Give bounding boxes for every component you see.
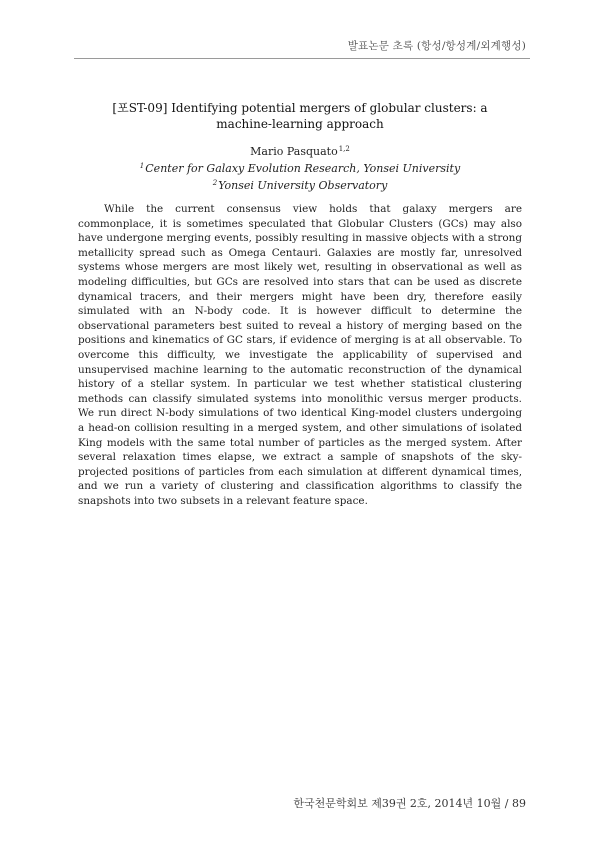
abstract-body: While the current consensus view holds that galaxy mergers are commonplace, it is sometimes speculated that Globular Clusters (GCs) may also have undergone merging events, possibly resulting in massive objects with a strong metallicity spread such as Omega Centauri. Galaxies are mostly far, unresolved systems whose mergers are most likely wet, resulting in observational as well as modeling difficulties, but GCs are resolved into stars that can be used as discrete dynamical tracers, and their mergers might have been dry, therefore easily simulated with an N-body code. It is however difficult to determine the observational parameters best suited to reveal a history of merging based on the positions and kinematics of GC stars, if evidence of merging is at all observable. To overcome this difficulty, we investigate the applicability of supervised and unsupervised machine learning to the automatic reconstruction of the dynamical history of a stellar system. In particular we test whether statistical clustering methods can classify simulated systems into monolithic versus merger products. We run direct N-body simulations of two identical King-model clusters undergoing a head-on collision resulting in a merged system, and other simulations of isolated King models with the same total number of particles as the merged system. After several relaxation times elapse, we extract a sample of snapshots of the sky-projected positions of particles from each simulation at different dynamical times, and we run a variety of clustering and classification algorithms to classify the snapshots into two subsets in a relevant feature space. — [78, 203, 522, 507]
paper-title-line-1: [포ST-09] Identifying potential mergers of globular clusters: a — [112, 101, 488, 115]
affiliation-2-mark: 2 — [212, 179, 218, 187]
running-header: 발표논문 초록 (항성/항성계/외계행성) — [347, 40, 526, 52]
author-name-text: Mario Pasquato — [250, 145, 338, 158]
header-divider — [74, 58, 530, 59]
page-footer: 한국천문학회보 제39권 2호, 2014년 10월 / 89 — [293, 797, 526, 810]
author-block — [0, 142, 600, 193]
author-name — [0, 142, 600, 159]
author-affiliation-marks: 1,2 — [338, 145, 350, 153]
affiliation-1-text: Center for Galaxy Evolution Research, Yonsei University — [145, 162, 461, 175]
paper-title — [90, 100, 510, 132]
paper-title-line-2: machine-learning approach — [216, 117, 384, 131]
affiliation-1 — [0, 159, 600, 176]
affiliation-2-text: Yonsei University Observatory — [218, 179, 388, 192]
affiliation-1-mark: 1 — [139, 162, 145, 170]
affiliation-2 — [0, 176, 600, 193]
